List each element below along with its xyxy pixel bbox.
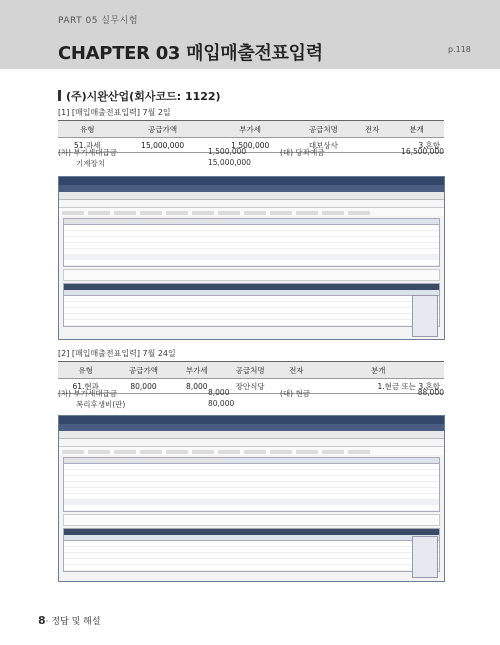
journal-debit-1: (차) 부가세대급금	[58, 389, 117, 398]
page-reference: p.118	[448, 45, 471, 54]
journal-debit-1: (차) 부가세대급금	[58, 148, 117, 157]
col-supply: 공급가액	[113, 362, 173, 379]
col-vat: 부가세	[174, 362, 220, 379]
footer-label: · 정답 및 해설	[45, 617, 101, 627]
cell-supply: 15,000,000	[116, 138, 208, 153]
page-number: 8	[38, 614, 46, 627]
cell-entry: 3.혼합	[389, 138, 444, 153]
function-key-bar	[59, 431, 444, 439]
card-info-block	[63, 269, 440, 281]
section-title-text: (주)시완산업(회사코드: 1122)	[66, 90, 221, 103]
journal-credit-amount-1: 16,500,000	[401, 147, 444, 156]
tab-strip	[59, 200, 444, 208]
tab-strip	[59, 439, 444, 447]
cell-supply: 80,000	[113, 379, 173, 394]
cell-vat: 1,500,000	[209, 138, 292, 153]
journal-debit-amount-1: 8,000	[208, 388, 230, 397]
journal-credit-1: (대) 당좌예금	[280, 148, 325, 157]
journal-debit-2: 복리후생비(판)	[76, 400, 126, 409]
chapter-title: CHAPTER 03 매입매출전표입력	[58, 43, 323, 64]
cell-type: 61.현과	[58, 379, 113, 394]
software-screenshot-1	[58, 176, 445, 340]
side-buttons	[412, 295, 438, 337]
journal-text-2	[58, 388, 444, 412]
card-info-block	[63, 514, 440, 526]
software-screenshot-2	[58, 415, 445, 582]
section-marker	[58, 90, 61, 101]
col-supply: 공급가액	[116, 121, 208, 138]
journal-credit-1: (대) 현금	[280, 389, 310, 398]
col-vendor: 공급처명	[291, 121, 355, 138]
col-electronic: 전자	[280, 362, 312, 379]
cell-vendor: 대보상사	[291, 138, 355, 153]
entry-grid	[63, 457, 440, 512]
section-title	[58, 88, 221, 104]
journal-debit-amount-2: 80,000	[208, 399, 235, 408]
entry-table-header	[58, 362, 444, 379]
journal-grid	[63, 283, 440, 327]
col-electronic: 전자	[355, 121, 389, 138]
col-entry: 분개	[312, 362, 444, 379]
toolbar	[59, 185, 444, 192]
entry-grid	[63, 218, 440, 267]
col-vat: 부가세	[209, 121, 292, 138]
step-1-label: [1] [매입매출전표입력] 7월 2일	[58, 108, 171, 117]
window-titlebar	[59, 177, 444, 185]
cell-type: 51.과세	[58, 138, 116, 153]
cell-vendor: 장안식당	[220, 379, 280, 394]
cell-entry: 1.현금 또는 3.혼합	[312, 379, 444, 394]
journal-debit-2: 기계장치	[76, 159, 105, 168]
journal-credit-amount-1: 88,000	[417, 388, 444, 397]
col-type: 유형	[58, 362, 113, 379]
entry-table-header	[58, 121, 444, 138]
page-footer	[38, 614, 101, 627]
col-vendor: 공급처명	[220, 362, 280, 379]
col-type: 유형	[58, 121, 116, 138]
step-2-label: [2] [매입매출전표입력] 7월 24일	[58, 349, 176, 358]
part-label: PART 05 실무시험	[58, 16, 139, 26]
side-buttons	[412, 536, 438, 578]
function-key-bar	[59, 192, 444, 200]
cell-vat: 8,000	[174, 379, 220, 394]
journal-debit-amount-2: 15,000,000	[208, 158, 251, 167]
journal-text-1	[58, 147, 444, 171]
toolbar	[59, 424, 444, 431]
journal-debit-amount-1: 1,500,000	[208, 147, 247, 156]
col-entry: 분개	[389, 121, 444, 138]
window-titlebar	[59, 416, 444, 424]
journal-grid	[63, 528, 440, 572]
